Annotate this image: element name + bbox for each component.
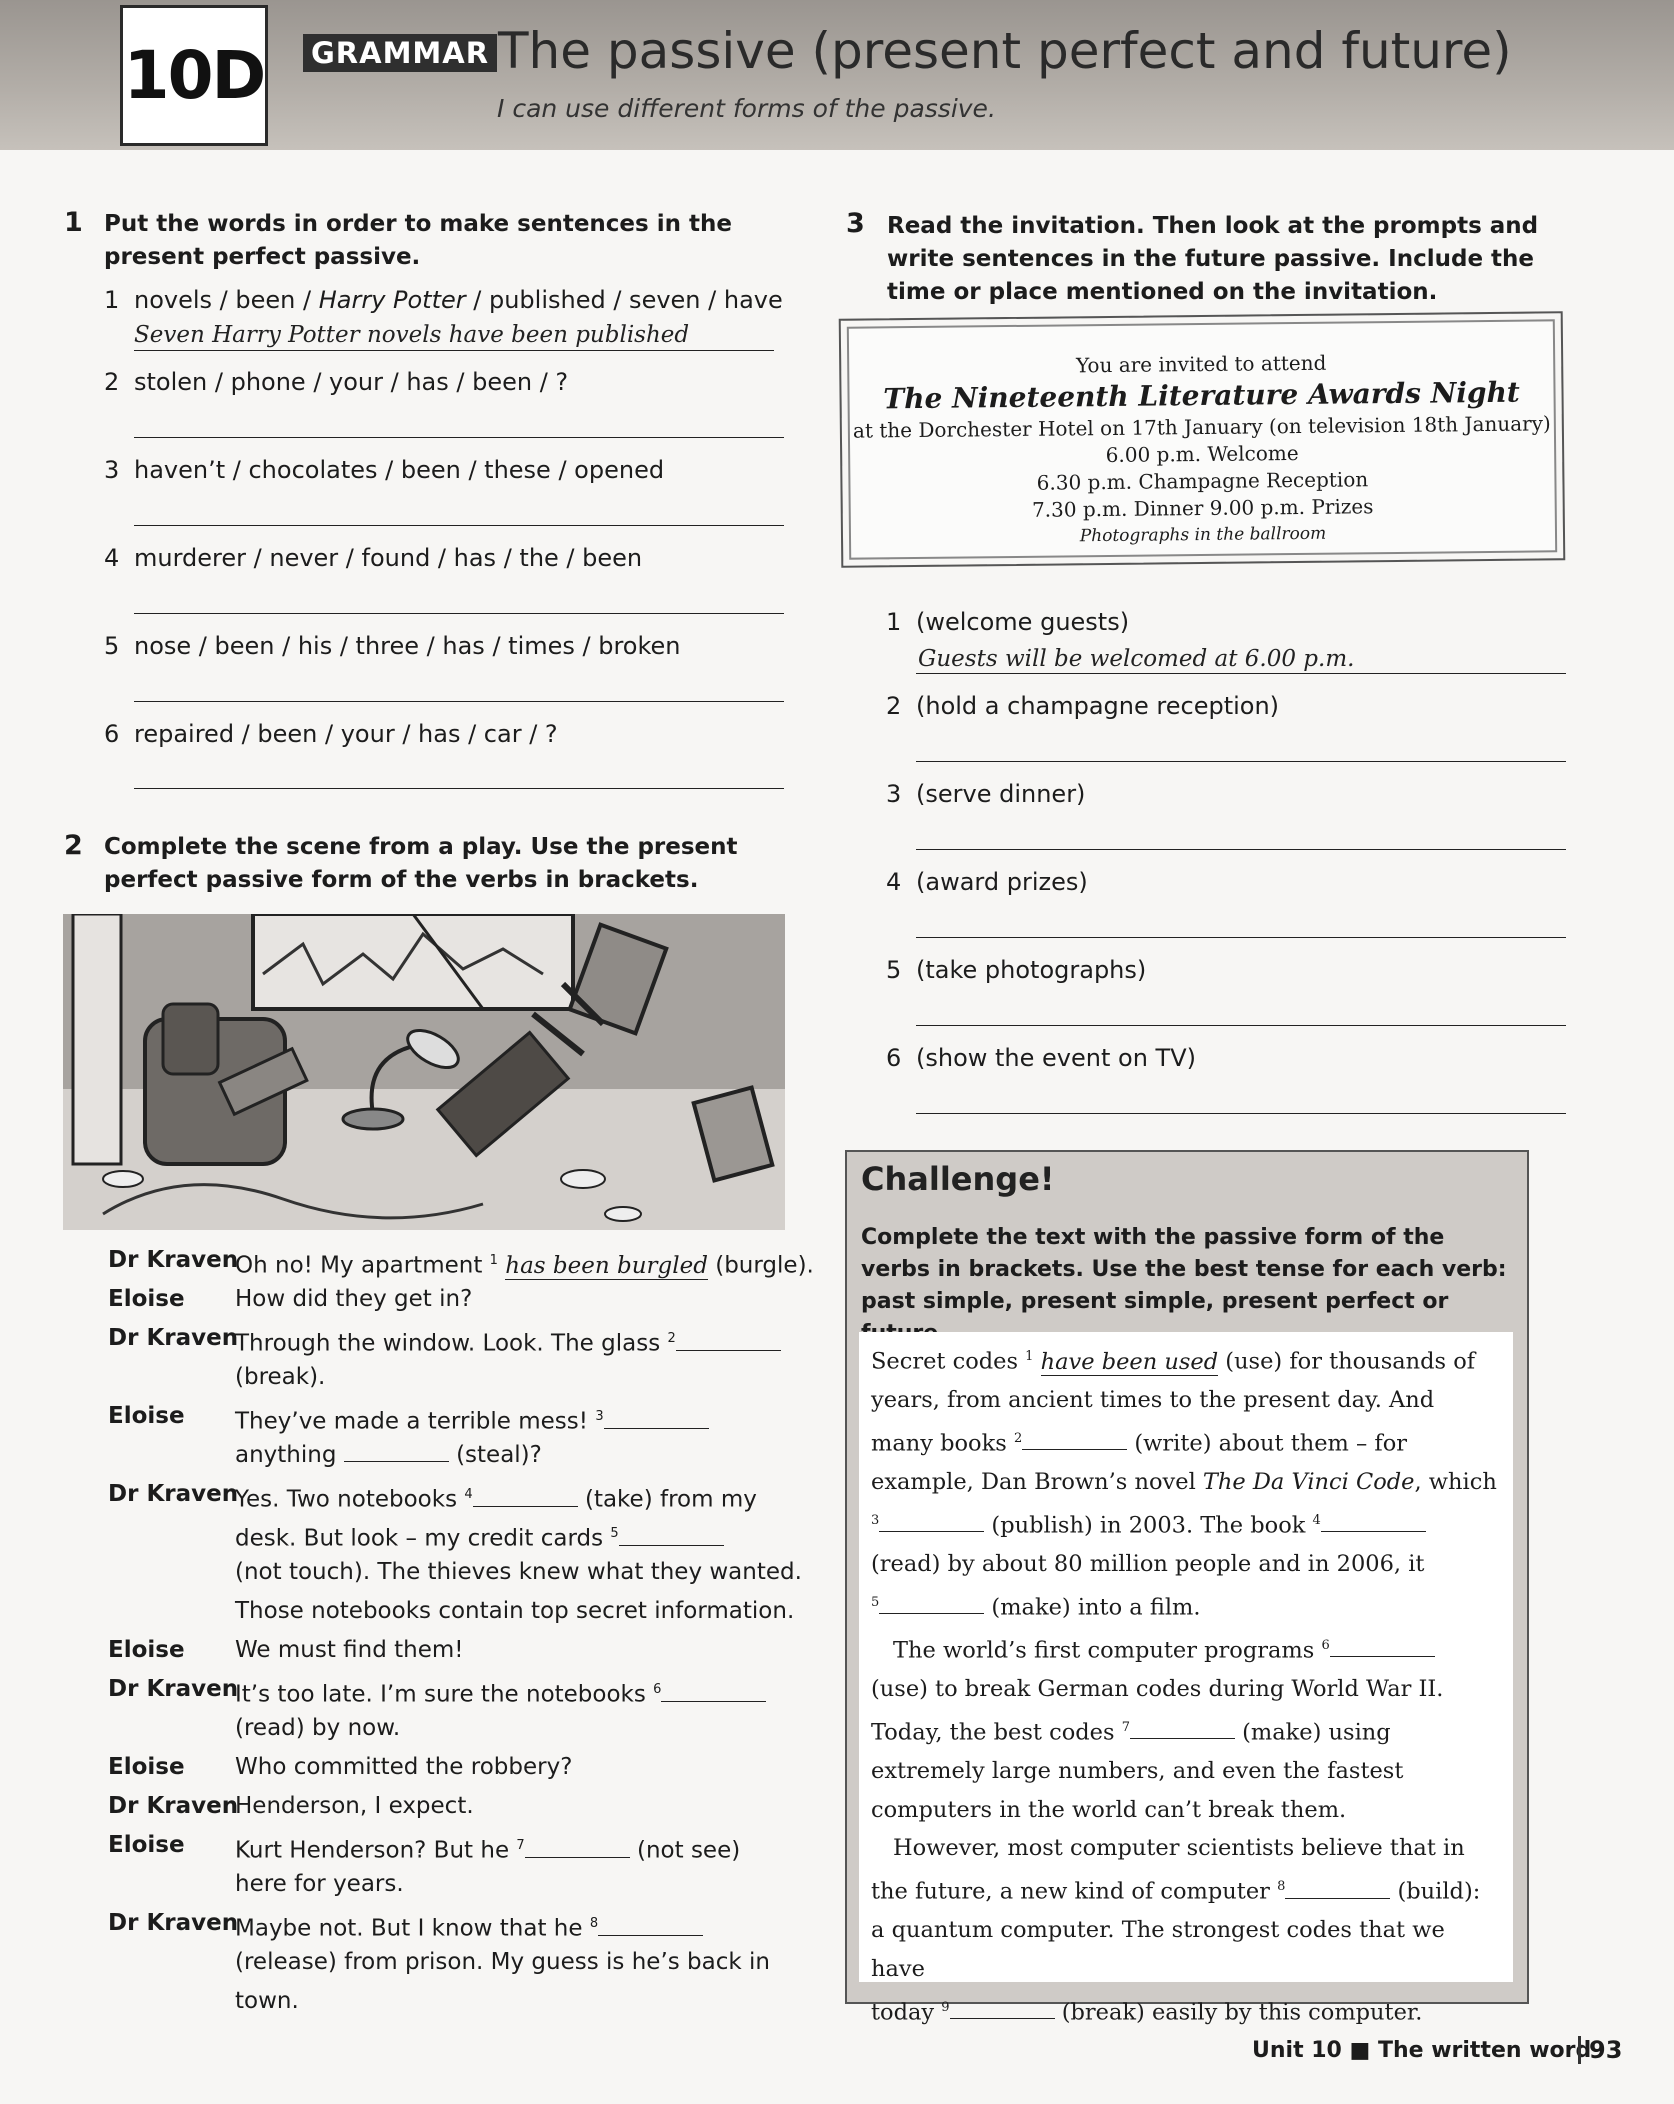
invitation-line: You are invited to attend	[1075, 350, 1327, 378]
page-number: 93	[1578, 2036, 1622, 2064]
answer-line	[134, 350, 774, 351]
section-tag: GRAMMAR	[303, 34, 497, 72]
challenge-gap-4[interactable]	[1321, 1511, 1426, 1532]
gap-5[interactable]	[619, 1525, 724, 1546]
exercise-3-number: 3	[846, 208, 865, 239]
footer-unit-title: Unit 10 ■ The written word	[1252, 2038, 1592, 2063]
dialog-line: It’s too late. I’m sure the notebooks $^6$	[235, 1670, 766, 1715]
speaker-dr-kraven: Dr Kraven	[108, 1247, 239, 1273]
ex3-answer-1: Guests will be welcomed at 6.00 p.m.	[918, 646, 1355, 672]
answer-line	[916, 673, 1566, 674]
ex3-item-5: 5 (take photographs)	[886, 956, 1147, 984]
exercise-2-number: 2	[64, 830, 83, 861]
answer-line[interactable]	[916, 761, 1566, 762]
page-subtitle: I can use different forms of the passive.	[497, 94, 996, 123]
dialog-line: Maybe not. But I know that he $^8$	[235, 1904, 703, 1949]
item-number: 1	[104, 286, 120, 314]
dialog-line: We must find them!	[235, 1637, 464, 1663]
dialog-line: Who committed the robbery?	[235, 1754, 573, 1780]
ex3-item-4: 4 (award prizes)	[886, 868, 1088, 896]
dialog-answer: has been burgled	[505, 1252, 708, 1279]
speaker-dr-kraven: Dr Kraven	[108, 1676, 239, 1702]
dialog-line: anything (steal)?	[235, 1442, 542, 1468]
answer-line[interactable]	[134, 525, 784, 526]
page-title: The passive (present perfect and future)	[498, 22, 1512, 80]
exercise-3-instruction: Read the invitation. Then look at the prompts and write sentences in the future passive. Include the time or place mentioned on the invitation.	[887, 213, 1539, 305]
dialog-line: (not touch). The thieves knew what they wanted.	[235, 1559, 802, 1585]
dialog-line: (break).	[235, 1364, 326, 1390]
answer-line[interactable]	[916, 1113, 1566, 1114]
dialog-line: Through the window. Look. The glass $^2$	[235, 1319, 781, 1364]
item-prompt: novels / been /	[134, 286, 319, 314]
challenge-box	[845, 1150, 1529, 2026]
gap-2[interactable]	[676, 1330, 781, 1351]
challenge-instruction: Complete the text with the passive form of the verbs in brackets. Use the best tense for each verb: past simple, present simple, present perfect or	[861, 1225, 1507, 1314]
ex1-item-3: 3 haven’t / chocolates / been / these / opened	[104, 456, 665, 484]
speaker-dr-kraven: Dr Kraven	[108, 1793, 239, 1819]
ex1-item-5: 5 nose / been / his / three / has / times / broken	[104, 632, 681, 660]
item-prompt: / published / seven / have	[465, 286, 783, 314]
exercise-2-instruction: Complete the scene from a play. Use the present perfect passive form of the verbs in brackets.	[104, 834, 738, 893]
answer-line[interactable]	[134, 701, 784, 702]
answer-line[interactable]	[134, 437, 784, 438]
gap-7[interactable]	[525, 1837, 630, 1858]
ex3-item-6: 6 (show the event on TV)	[886, 1044, 1196, 1072]
ex1-item-1	[104, 286, 783, 314]
invitation-card	[839, 311, 1566, 568]
challenge-gap-5[interactable]	[879, 1593, 984, 1614]
speaker-eloise: Eloise	[108, 1403, 185, 1429]
invitation-line: 6.30 p.m. Champagne Reception	[1036, 467, 1369, 495]
unit-badge: 10D	[120, 5, 268, 146]
challenge-gap-8[interactable]	[1285, 1878, 1390, 1899]
dialog-line: here for years.	[235, 1871, 404, 1897]
dialog-line: They’ve made a terrible mess! $^3$	[235, 1397, 709, 1442]
dialog-line: desk. But look – my credit cards $^5$	[235, 1514, 724, 1559]
exercise-1-instruction: Put the words in order to make sentences in the present perfect passive.	[104, 211, 732, 270]
dialog-line: Those notebooks contain top secret information.	[235, 1598, 795, 1624]
dialog-line: town.	[235, 1988, 299, 2014]
gap-8[interactable]	[598, 1915, 703, 1936]
gap-3a[interactable]	[604, 1408, 709, 1429]
answer-line[interactable]	[916, 1025, 1566, 1026]
challenge-gap-7[interactable]	[1130, 1718, 1235, 1739]
answer-line[interactable]	[916, 937, 1566, 938]
invitation-line: 6.00 p.m. Welcome	[1105, 440, 1299, 468]
speaker-eloise: Eloise	[108, 1637, 185, 1663]
dialog-line: How did they get in?	[235, 1286, 473, 1312]
ex1-item-6: 6 repaired / been / your / has / car / ?	[104, 720, 558, 748]
speaker-dr-kraven: Dr Kraven	[108, 1325, 239, 1351]
dialog-line: Oh no! My apartment $^1$ has been burgled (burgle).	[235, 1252, 814, 1279]
ex3-item-3: 3 (serve dinner)	[886, 780, 1086, 808]
dialog-line: Yes. Two notebooks $^4$ (take) from my	[235, 1486, 757, 1513]
speaker-eloise: Eloise	[108, 1286, 185, 1312]
answer-line[interactable]	[916, 849, 1566, 850]
item-prompt-title: Harry Potter	[318, 286, 466, 314]
dialog-line: Kurt Henderson? But he $^7$ (not see)	[235, 1837, 741, 1864]
ex3-item-1: 1 (welcome guests)	[886, 608, 1130, 636]
gap-6[interactable]	[661, 1681, 766, 1702]
challenge-title: Challenge!	[861, 1160, 1055, 1198]
invitation-line: at the Dorchester Hotel on 17th January (on television 18th January)	[852, 411, 1551, 443]
invitation-line: Photographs in the ballroom	[1079, 523, 1327, 547]
dialog-line: (read) by now.	[235, 1715, 401, 1741]
challenge-answer: have been used	[1040, 1348, 1219, 1375]
gap-4[interactable]	[473, 1486, 578, 1507]
ex3-item-2: 2 (hold a champagne reception)	[886, 692, 1280, 720]
challenge-gap-2[interactable]	[1022, 1429, 1127, 1450]
invitation-line: 7.30 p.m. Dinner 9.00 p.m. Prizes	[1031, 494, 1374, 522]
ex1-item-2: 2 stolen / phone / your / has / been / ?	[104, 368, 569, 396]
dialog-line: Henderson, I expect.	[235, 1793, 474, 1819]
dialog-line: (release) from prison. My guess is he’s back in	[235, 1949, 770, 1975]
burgled-apartment-illustration	[63, 914, 785, 1230]
answer-line[interactable]	[134, 788, 784, 789]
speaker-eloise: Eloise	[108, 1754, 185, 1780]
challenge-gap-6[interactable]	[1330, 1636, 1435, 1657]
speaker-dr-kraven: Dr Kraven	[108, 1481, 239, 1507]
gap-3b[interactable]	[344, 1441, 449, 1462]
ex1-answer-1: Seven Harry Potter novels have been published	[134, 322, 690, 348]
ex1-item-4: 4 murderer / never / found / has / the / been	[104, 544, 643, 572]
speaker-eloise: Eloise	[108, 1832, 185, 1858]
answer-line[interactable]	[134, 613, 784, 614]
challenge-gap-3[interactable]	[879, 1511, 984, 1532]
challenge-gap-9[interactable]	[950, 1998, 1055, 2019]
invitation-title: The Nineteenth Literature Awards Night	[883, 375, 1520, 416]
challenge-text: Secret codes $^1$ have been used (use) for thousands of years, from ancient times to the present day. And many books $^2$ (write) about them – for example, Dan Brown’s novel The Da Vinci Code, which $^3$ (publish) in 2003. The book $^4$ (read) by about 80 million people and in 2006, it $^5$ (make) into a film. The world’s first computer programs $^6$ (use) to break German codes during World War II. Today, the best codes $^7$ (make) using extremely large numbers, and even the fastest computers in the world can’t break them. However, most computer scientists believe that in the future, a new kind of computer $^8$ (build): a quantum computer. The strongest codes that we have today $^9$ (break) easily by this computer.	[859, 1332, 1513, 1982]
exercise-1-number: 1	[64, 207, 83, 238]
speaker-dr-kraven: Dr Kraven	[108, 1910, 239, 1936]
